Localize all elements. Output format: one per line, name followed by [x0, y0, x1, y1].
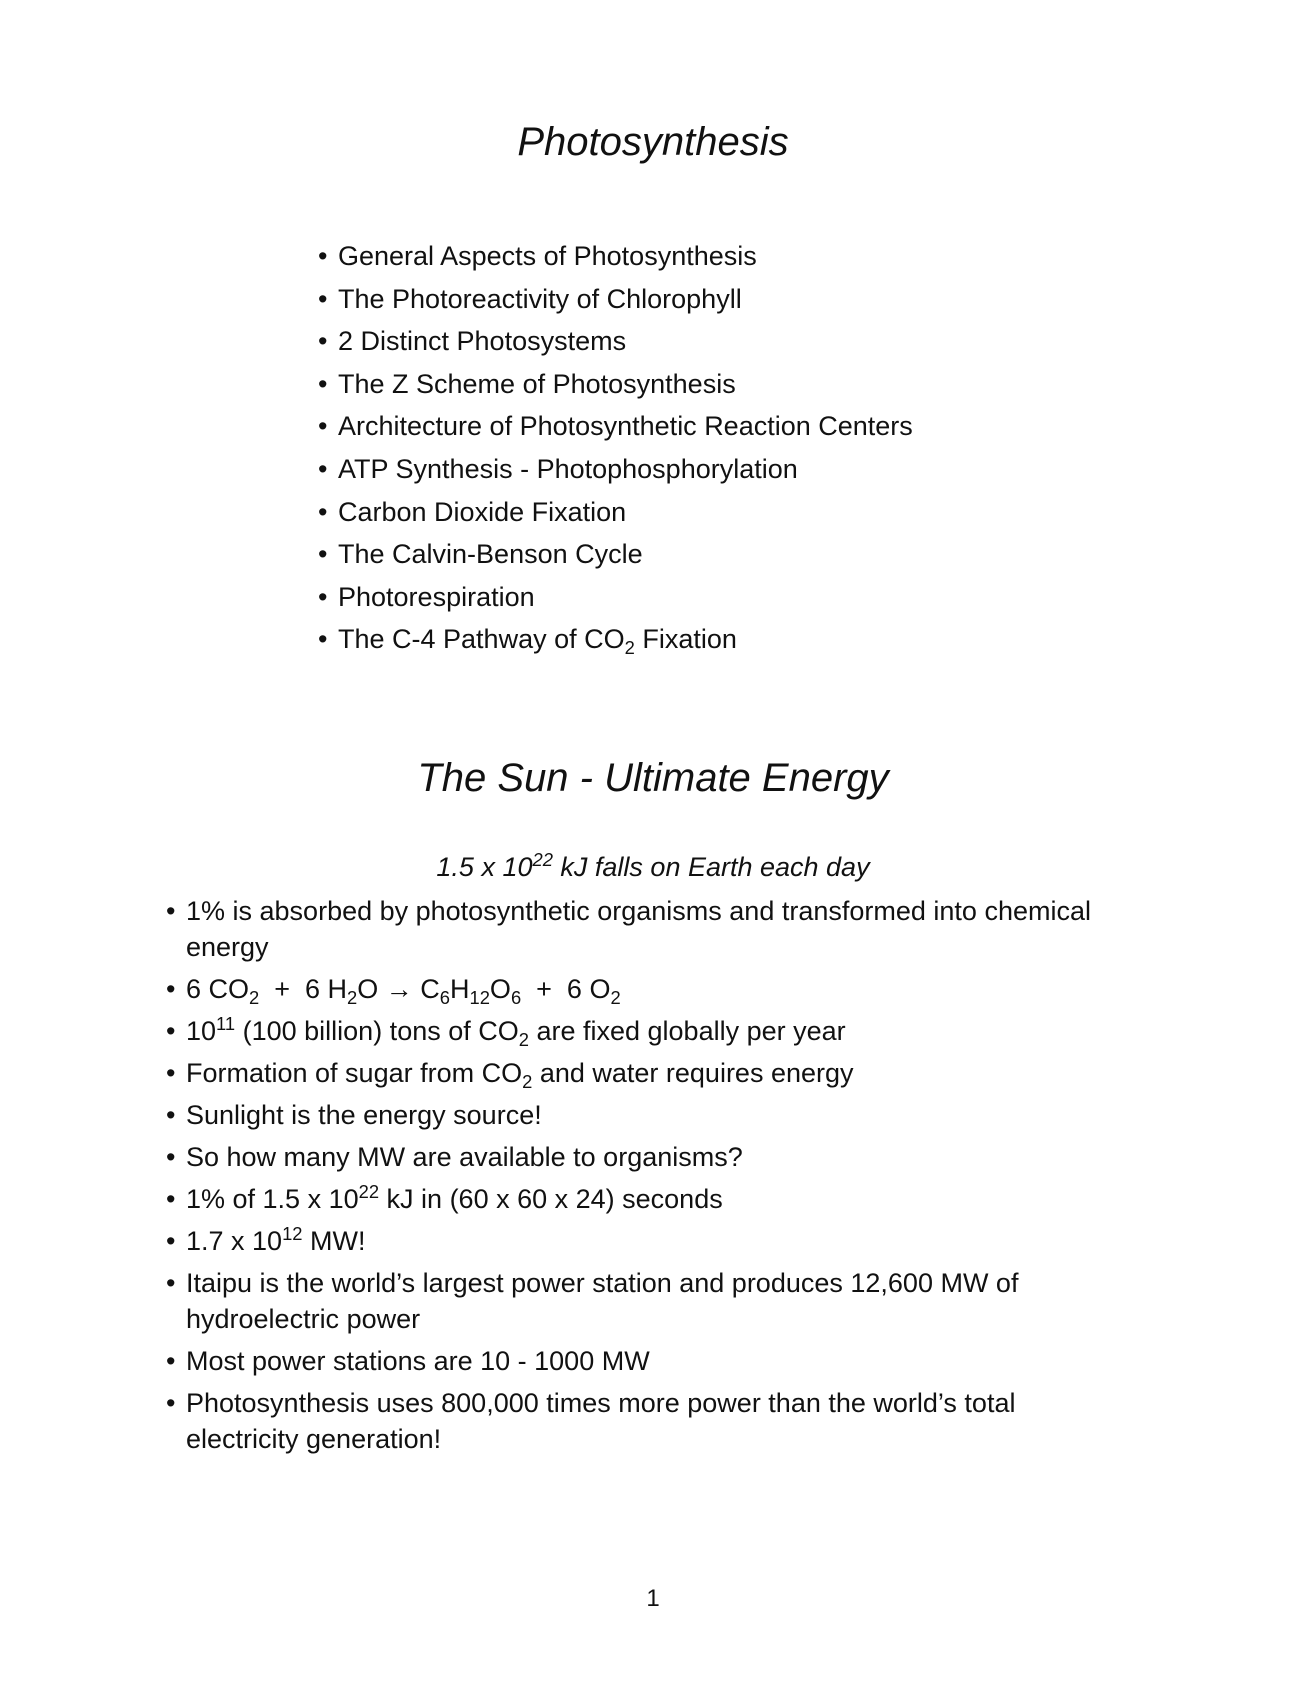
fact-item: [166, 1343, 1126, 1379]
text-part: 1% of 1.5 x 10: [186, 1184, 359, 1214]
outline-item-text: 2 Distinct Photosystems: [338, 326, 627, 357]
subscript: 2: [347, 986, 358, 1008]
section-title-sun: The Sun - Ultimate Energy: [417, 756, 889, 800]
bullet-icon: •: [166, 1346, 176, 1376]
fact-item: [166, 1181, 1126, 1217]
superscript: 22: [358, 1180, 380, 1202]
text-part: Fixation: [634, 624, 737, 655]
outline-item-text: Photorespiration: [338, 581, 535, 612]
fact-item: [166, 1265, 1126, 1337]
outline-item-text: Architecture of Photosynthetic Reaction Centers: [338, 411, 913, 442]
bullet-icon: •: [318, 453, 328, 484]
text-part: are fixed globally per year: [528, 1016, 846, 1046]
topic-outline-list: [318, 235, 913, 661]
bullet-icon: •: [166, 1226, 176, 1256]
bullet-icon: •: [166, 1058, 176, 1088]
fact-item: [166, 1055, 1126, 1091]
bullet-icon: •: [166, 1016, 176, 1046]
bullet-icon: •: [166, 974, 176, 1004]
bullet-icon: •: [318, 624, 328, 655]
outline-item: [318, 278, 913, 321]
fact-item: [166, 1385, 1126, 1457]
outline-item: [318, 533, 913, 576]
bullet-icon: •: [166, 1100, 176, 1130]
subscript: 2: [518, 1028, 529, 1050]
outline-item-text: General Aspects of Photosynthesis: [338, 241, 757, 271]
text-part: The C-4 Pathway of CO: [338, 624, 625, 655]
text-part: 1.5 x 10: [436, 852, 533, 882]
fact-text: Itaipu is the world’s largest power station and produces 12,600 MW of hydroelectric power: [186, 1268, 1019, 1334]
outline-item-text: ATP Synthesis - Photophosphorylation: [338, 453, 798, 484]
page-title-photosynthesis: Photosynthesis: [517, 120, 789, 164]
subscript: 2: [522, 1070, 533, 1092]
subscript: 12: [469, 986, 490, 1008]
superscript: 22: [532, 848, 553, 870]
fact-item-equation: [166, 971, 1126, 1007]
fact-text: So how many MW are available to organisms?: [186, 1142, 743, 1172]
text-part: kJ falls on Earth each day: [552, 852, 870, 882]
text-part: MW!: [302, 1226, 366, 1256]
page-number: 1: [646, 1585, 660, 1612]
photosynthesis-equation: [186, 974, 621, 1008]
text-part: H: [450, 974, 470, 1004]
bullet-icon: •: [318, 368, 328, 399]
subscript: 2: [610, 986, 621, 1008]
outline-item: [318, 618, 913, 661]
outline-item: [318, 320, 913, 363]
outline-item: [318, 576, 913, 619]
fact-item: [166, 1013, 1126, 1049]
superscript: 11: [216, 1012, 236, 1034]
outline-item-text: The Calvin-Benson Cycle: [338, 539, 643, 570]
facts-list: [166, 893, 1126, 1463]
outline-item-text: Carbon Dioxide Fixation: [338, 496, 627, 527]
subscript: 6: [510, 986, 522, 1008]
fact-item: [166, 1097, 1126, 1133]
fact-item: [166, 893, 1126, 965]
text-part: 1.7 x 10: [186, 1226, 283, 1256]
text-part: + 6 O: [521, 974, 611, 1004]
outline-item-text: [338, 624, 737, 659]
fact-text: 1% is absorbed by photosynthetic organisms and transformed into chemical energy: [186, 896, 1091, 962]
text-part: Formation of sugar from CO: [186, 1058, 523, 1088]
text-part: + 6 H: [259, 974, 348, 1004]
text-part: and water requires energy: [532, 1058, 854, 1088]
bullet-icon: •: [318, 326, 328, 357]
outline-item: [318, 363, 913, 406]
outline-item-text: The Z Scheme of Photosynthesis: [338, 368, 736, 399]
fact-item: [166, 1223, 1126, 1259]
bullet-icon: •: [166, 1268, 176, 1298]
text-part: (100 billion) tons of CO: [235, 1016, 519, 1046]
text-part: kJ in (60 x 60 x 24) seconds: [379, 1184, 723, 1214]
bullet-icon: •: [318, 539, 328, 570]
text-part: O → C: [357, 974, 440, 1004]
bullet-icon: •: [166, 1388, 176, 1418]
superscript: 12: [282, 1222, 303, 1244]
bullet-icon: •: [318, 241, 328, 271]
bullet-icon: •: [318, 283, 328, 314]
outline-item: [318, 491, 913, 534]
fact-text: Photosynthesis uses 800,000 times more power than the world’s total electricity generation!: [186, 1388, 1016, 1454]
subscript: 6: [439, 986, 450, 1008]
subscript: 2: [624, 637, 635, 659]
section-subtitle: [0, 848, 1306, 883]
subscript: 2: [249, 986, 260, 1008]
fact-text: Most power stations are 10 - 1000 MW: [186, 1346, 650, 1376]
fact-item: [166, 1139, 1126, 1175]
outline-item: [318, 405, 913, 448]
bullet-icon: •: [166, 1184, 176, 1214]
outline-item: [318, 448, 913, 491]
text-part: 6 CO: [186, 974, 250, 1004]
bullet-icon: •: [318, 496, 328, 527]
bullet-icon: •: [166, 1142, 176, 1172]
bullet-icon: •: [166, 896, 176, 926]
fact-text: Sunlight is the energy source!: [186, 1100, 542, 1130]
text-part: O: [489, 974, 511, 1004]
text-part: 10: [186, 1016, 217, 1046]
outline-item-text: The Photoreactivity of Chlorophyll: [338, 283, 742, 314]
outline-item: [318, 235, 913, 278]
bullet-icon: •: [318, 411, 328, 442]
bullet-icon: •: [318, 581, 328, 612]
